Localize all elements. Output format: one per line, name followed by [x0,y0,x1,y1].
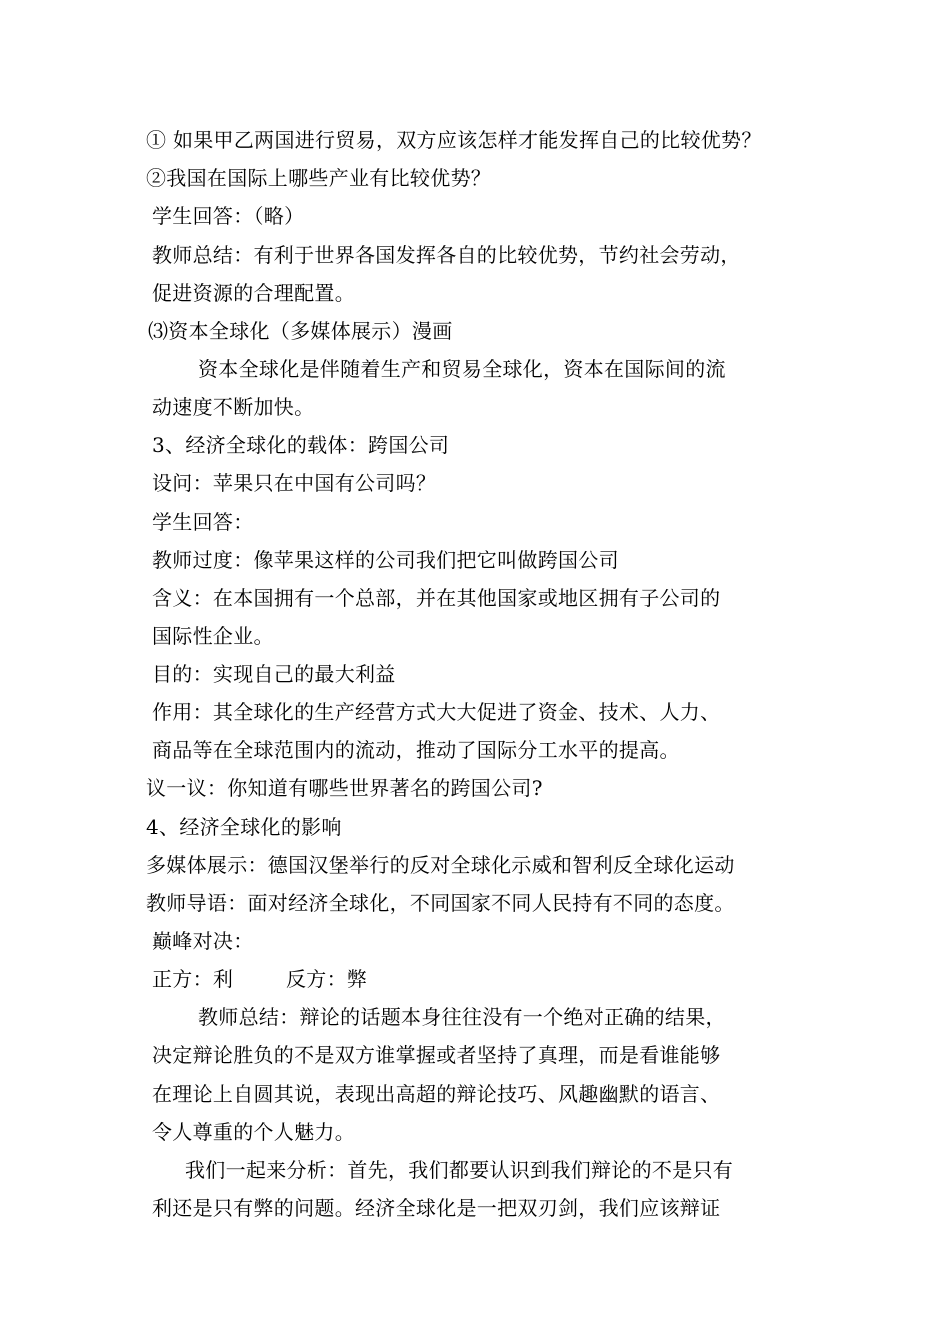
text-line: 多媒体展示：德国汉堡举行的反对全球化示威和智利反全球化运动 [146,853,735,877]
text-line: 国际性企业。 [152,624,274,648]
text-line: 令人尊重的个人魅力。 [152,1120,355,1144]
text-line: ① 如果甲乙两国进行贸易，双方应该怎样才能发挥自己的比较优势？ [146,128,762,152]
text-line: 巅峰对决： [152,929,254,953]
text-line: 学生回答： [152,510,254,534]
text-line: 教师总结：辩论的话题本身往往没有一个绝对正确的结果， [198,1005,726,1029]
text-line: 正方：利 [152,967,234,991]
text-line: 反方：弊 [286,967,368,991]
text-line: 教师过度：像苹果这样的公司我们把它叫做跨国公司 [152,548,619,572]
text-line: 设问：苹果只在中国有公司吗？ [152,471,437,495]
text-line: 在理论上自圆其说，表现出高超的辩论技巧、风趣幽默的语言、 [152,1082,721,1106]
text-line: 商品等在全球范围内的流动，推动了国际分工水平的提高。 [152,738,680,762]
text-line: 教师总结：有利于世界各国发挥各自的比较优势，节约社会劳动， [152,243,741,267]
text-line: 促进资源的合理配置。 [152,281,355,305]
text-line: 作用：其全球化的生产经营方式大大促进了资金、技术、人力、 [152,700,721,724]
text-line: 我们一起来分析：首先，我们都要认识到我们辩论的不是只有 [185,1158,734,1182]
text-line: ②我国在国际上哪些产业有比较优势？ [146,166,492,190]
section-heading: 3、经济全球化的载体：跨国公司 [152,433,450,457]
text-line: 学生回答：（略） [152,204,305,228]
section-heading: 4、经济全球化的影响 [146,815,342,839]
text-line: 含义：在本国拥有一个总部，并在其他国家或地区拥有子公司的 [152,586,721,610]
text-line: 动速度不断加快。 [152,395,315,419]
text-line: 资本全球化是伴随着生产和贸易全球化，资本在国际间的流 [198,357,726,381]
text-line: 议一议：你知道有哪些世界著名的跨国公司? [146,776,543,800]
text-line: 利还是只有弊的问题。经济全球化是一把双刃剑，我们应该辩证 [152,1196,721,1220]
text-line: 目的：实现自己的最大利益 [152,662,396,686]
section-heading: ⑶资本全球化（多媒体展示）漫画 [148,319,453,343]
text-line: 教师导语：面对经济全球化，不同国家不同人民持有不同的态度。 [146,891,735,915]
text-line: 决定辩论胜负的不是双方谁掌握或者坚持了真理，而是看谁能够 [152,1043,721,1067]
